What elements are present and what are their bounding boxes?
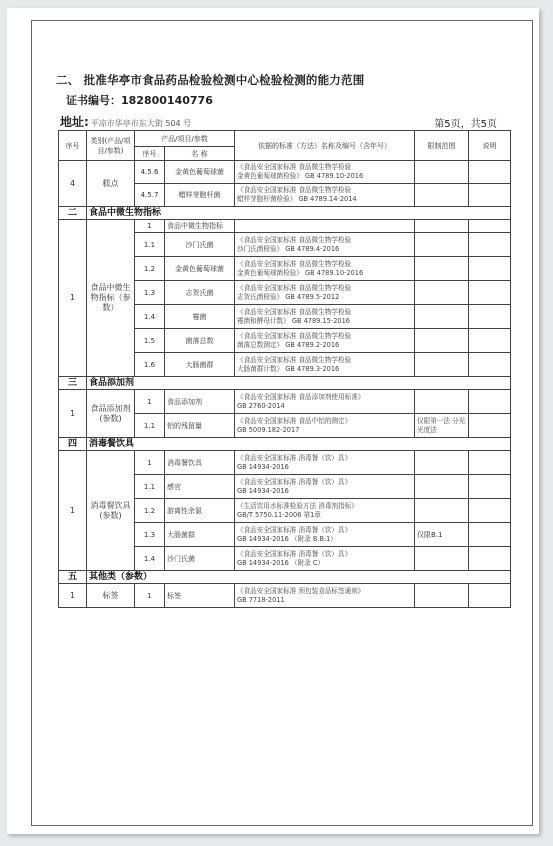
item-name: 感官 (165, 475, 235, 499)
row-category: 食品中微生物指标（参数） (87, 220, 135, 377)
item-standard: 《食品安全国家标准 消毒餐（饮）具》 GB 14934-2016 (235, 475, 415, 499)
section-row (59, 571, 511, 584)
row-category: 消毒餐饮具(参数) (87, 451, 135, 571)
row-category: 糕点 (87, 161, 135, 207)
table-row (59, 451, 511, 475)
item-limit (415, 233, 469, 257)
header-note: 说明 (469, 131, 511, 161)
row-seq: 1 (59, 584, 87, 608)
row-seq: 4 (59, 161, 87, 207)
item-note (469, 281, 511, 305)
item-no: 1.2 (135, 257, 165, 281)
item-no: 1.3 (135, 281, 165, 305)
item-note (469, 220, 511, 233)
row-seq: 1 (59, 390, 87, 438)
item-limit (415, 329, 469, 353)
item-name: 志贺氏菌 (165, 281, 235, 305)
item-limit (415, 451, 469, 475)
header-no: 序号 (135, 147, 165, 161)
address-line: 地址: 平凉市华亭市东大街 504 号 (60, 115, 192, 129)
item-note (469, 329, 511, 353)
item-standard: 《食品安全国家标准 食品微生物学检验 金黄色葡萄球菌检验》 GB 4789.10-2016 (235, 161, 415, 184)
item-standard: 《食品安全国家标准 消毒餐（饮）具》 GB 14934-2016 (235, 451, 415, 475)
section-row (59, 438, 511, 451)
item-note (469, 390, 511, 414)
section-title: 二、 批准华亭市食品药品检验检测中心检验检测的能力范围 (56, 73, 365, 87)
table-row (59, 390, 511, 414)
item-note (469, 475, 511, 499)
header-name: 名 称 (165, 147, 235, 161)
item-standard: 《食品安全国家标准 消毒餐（饮）具》 GB 14934-2016 （附录 C） (235, 547, 415, 571)
row-category: 标签 (87, 584, 135, 608)
item-name: 金黄色葡萄球菌 (165, 161, 235, 184)
section-row (59, 207, 511, 220)
item-limit (415, 305, 469, 329)
item-no: 1.1 (135, 475, 165, 499)
item-no: 1 (135, 451, 165, 475)
item-no: 1 (135, 390, 165, 414)
item-name: 霉菌 (165, 305, 235, 329)
item-standard: 《食品安全国家标准 食品微生物学检验 蜡样芽胞杆菌检验》 GB 4789.14-2014 (235, 184, 415, 207)
section-seq: 五 (59, 571, 87, 584)
item-no: 4.5.7 (135, 184, 165, 207)
item-note (469, 257, 511, 281)
item-note (469, 523, 511, 547)
item-note (469, 414, 511, 438)
item-name: 沙门氏菌 (165, 233, 235, 257)
item-note (469, 547, 511, 571)
item-no: 1 (135, 220, 165, 233)
item-limit (415, 353, 469, 377)
section-seq: 二 (59, 207, 87, 220)
item-note (469, 451, 511, 475)
item-name: 游离性余氯 (165, 499, 235, 523)
item-note (469, 584, 511, 608)
item-standard: 《食品安全国家标准 食品添加剂使用标准》 GB 2760-2014 (235, 390, 415, 414)
item-limit (415, 390, 469, 414)
item-name: 大肠菌群 (165, 353, 235, 377)
item-limit (415, 184, 469, 207)
table-row (59, 161, 511, 184)
item-name: 标签 (165, 584, 235, 608)
section-label: 消毒餐饮具 (87, 438, 511, 451)
header-seq: 序号 (59, 131, 87, 161)
item-no: 1.4 (135, 547, 165, 571)
row-seq: 1 (59, 451, 87, 571)
item-name: 沙门氏菌 (165, 547, 235, 571)
item-standard: 《食品安全国家标准 食品微生物学检验 志贺氏菌检验》 GB 4789.5-2012 (235, 281, 415, 305)
section-label: 食品中微生物指标 (87, 207, 511, 220)
section-label: 食品添加剂 (87, 377, 511, 390)
item-standard: 《食品安全国家标准 消毒餐（饮）具》 GB 14934-2016 （附录 B.B.1） (235, 523, 415, 547)
item-limit: 仅限B.1 (415, 523, 469, 547)
item-limit (415, 257, 469, 281)
item-limit (415, 547, 469, 571)
item-standard: 《食品安全国家标准 食品微生物学检验 菌落总数测定》 GB 4789.2-2016 (235, 329, 415, 353)
item-no: 1.3 (135, 523, 165, 547)
header-product-group: 产品/项目/参数 (135, 131, 235, 147)
certificate-number: 证书编号：182800140776 (66, 94, 213, 107)
item-standard (235, 220, 415, 233)
row-category: 食品添加剂(参数) (87, 390, 135, 438)
item-standard: 《食品安全国家标准 食品微生物学检验 沙门氏菌检验》 GB 4789.4-2016 (235, 233, 415, 257)
item-limit: 仅限第一法 分光光度法 (415, 414, 469, 438)
item-limit (415, 161, 469, 184)
item-no: 1 (135, 584, 165, 608)
item-note (469, 353, 511, 377)
item-standard: 《生活饮用水标准检验方法 消毒剂指标》 GB/T 5750.11-2006 第1章 (235, 499, 415, 523)
table-row (59, 220, 511, 233)
item-name: 消毒餐饮具 (165, 451, 235, 475)
item-standard: 《食品安全国家标准 食品中铝的测定》 GB 5009.182-2017 (235, 414, 415, 438)
header-standard: 依据的标准（方法）名称及编号（含年号） (235, 131, 415, 161)
item-no: 1.2 (135, 499, 165, 523)
item-name: 铝的残留量 (165, 414, 235, 438)
item-limit (415, 584, 469, 608)
header-limit: 限制范围 (415, 131, 469, 161)
item-name: 蜡样芽胞杆菌 (165, 184, 235, 207)
item-no: 1.4 (135, 305, 165, 329)
item-limit (415, 475, 469, 499)
item-name: 食品添加剂 (165, 390, 235, 414)
item-limit (415, 281, 469, 305)
table-row (59, 584, 511, 608)
section-seq: 四 (59, 438, 87, 451)
item-note (469, 184, 511, 207)
section-seq: 三 (59, 377, 87, 390)
item-name: 金黄色葡萄球菌 (165, 257, 235, 281)
item-no: 1.5 (135, 329, 165, 353)
item-no: 1.1 (135, 233, 165, 257)
item-note (469, 305, 511, 329)
row-seq: 1 (59, 220, 87, 377)
item-name: 大肠菌群 (165, 523, 235, 547)
section-label: 其他类（参数） (87, 571, 511, 584)
item-standard: 《食品安全国家标准 食品微生物学检验 大肠菌群计数》 GB 4789.3-2016 (235, 353, 415, 377)
item-name: 菌落总数 (165, 329, 235, 353)
item-limit (415, 220, 469, 233)
item-name: 食品中微生物指标 (165, 220, 235, 233)
item-limit (415, 499, 469, 523)
item-note (469, 161, 511, 184)
item-no: 1.1 (135, 414, 165, 438)
header-category: 类别(产品/项目/参数) (87, 131, 135, 161)
page-indicator: 第5页，共5页 (434, 119, 497, 130)
section-row (59, 377, 511, 390)
item-standard: 《食品安全国家标准 食品微生物学检验 金黄色葡萄球菌检验》 GB 4789.10-2016 (235, 257, 415, 281)
item-no: 1.6 (135, 353, 165, 377)
item-no: 4.5.6 (135, 161, 165, 184)
capability-table (58, 130, 511, 608)
item-note (469, 499, 511, 523)
item-standard: 《食品安全国家标准 食品微生物学检验 霉菌和酵母计数》 GB 4789.15-2016 (235, 305, 415, 329)
item-note (469, 233, 511, 257)
item-standard: 《食品安全国家标准 预包装食品标签通则》 GB 7718-2011 (235, 584, 415, 608)
